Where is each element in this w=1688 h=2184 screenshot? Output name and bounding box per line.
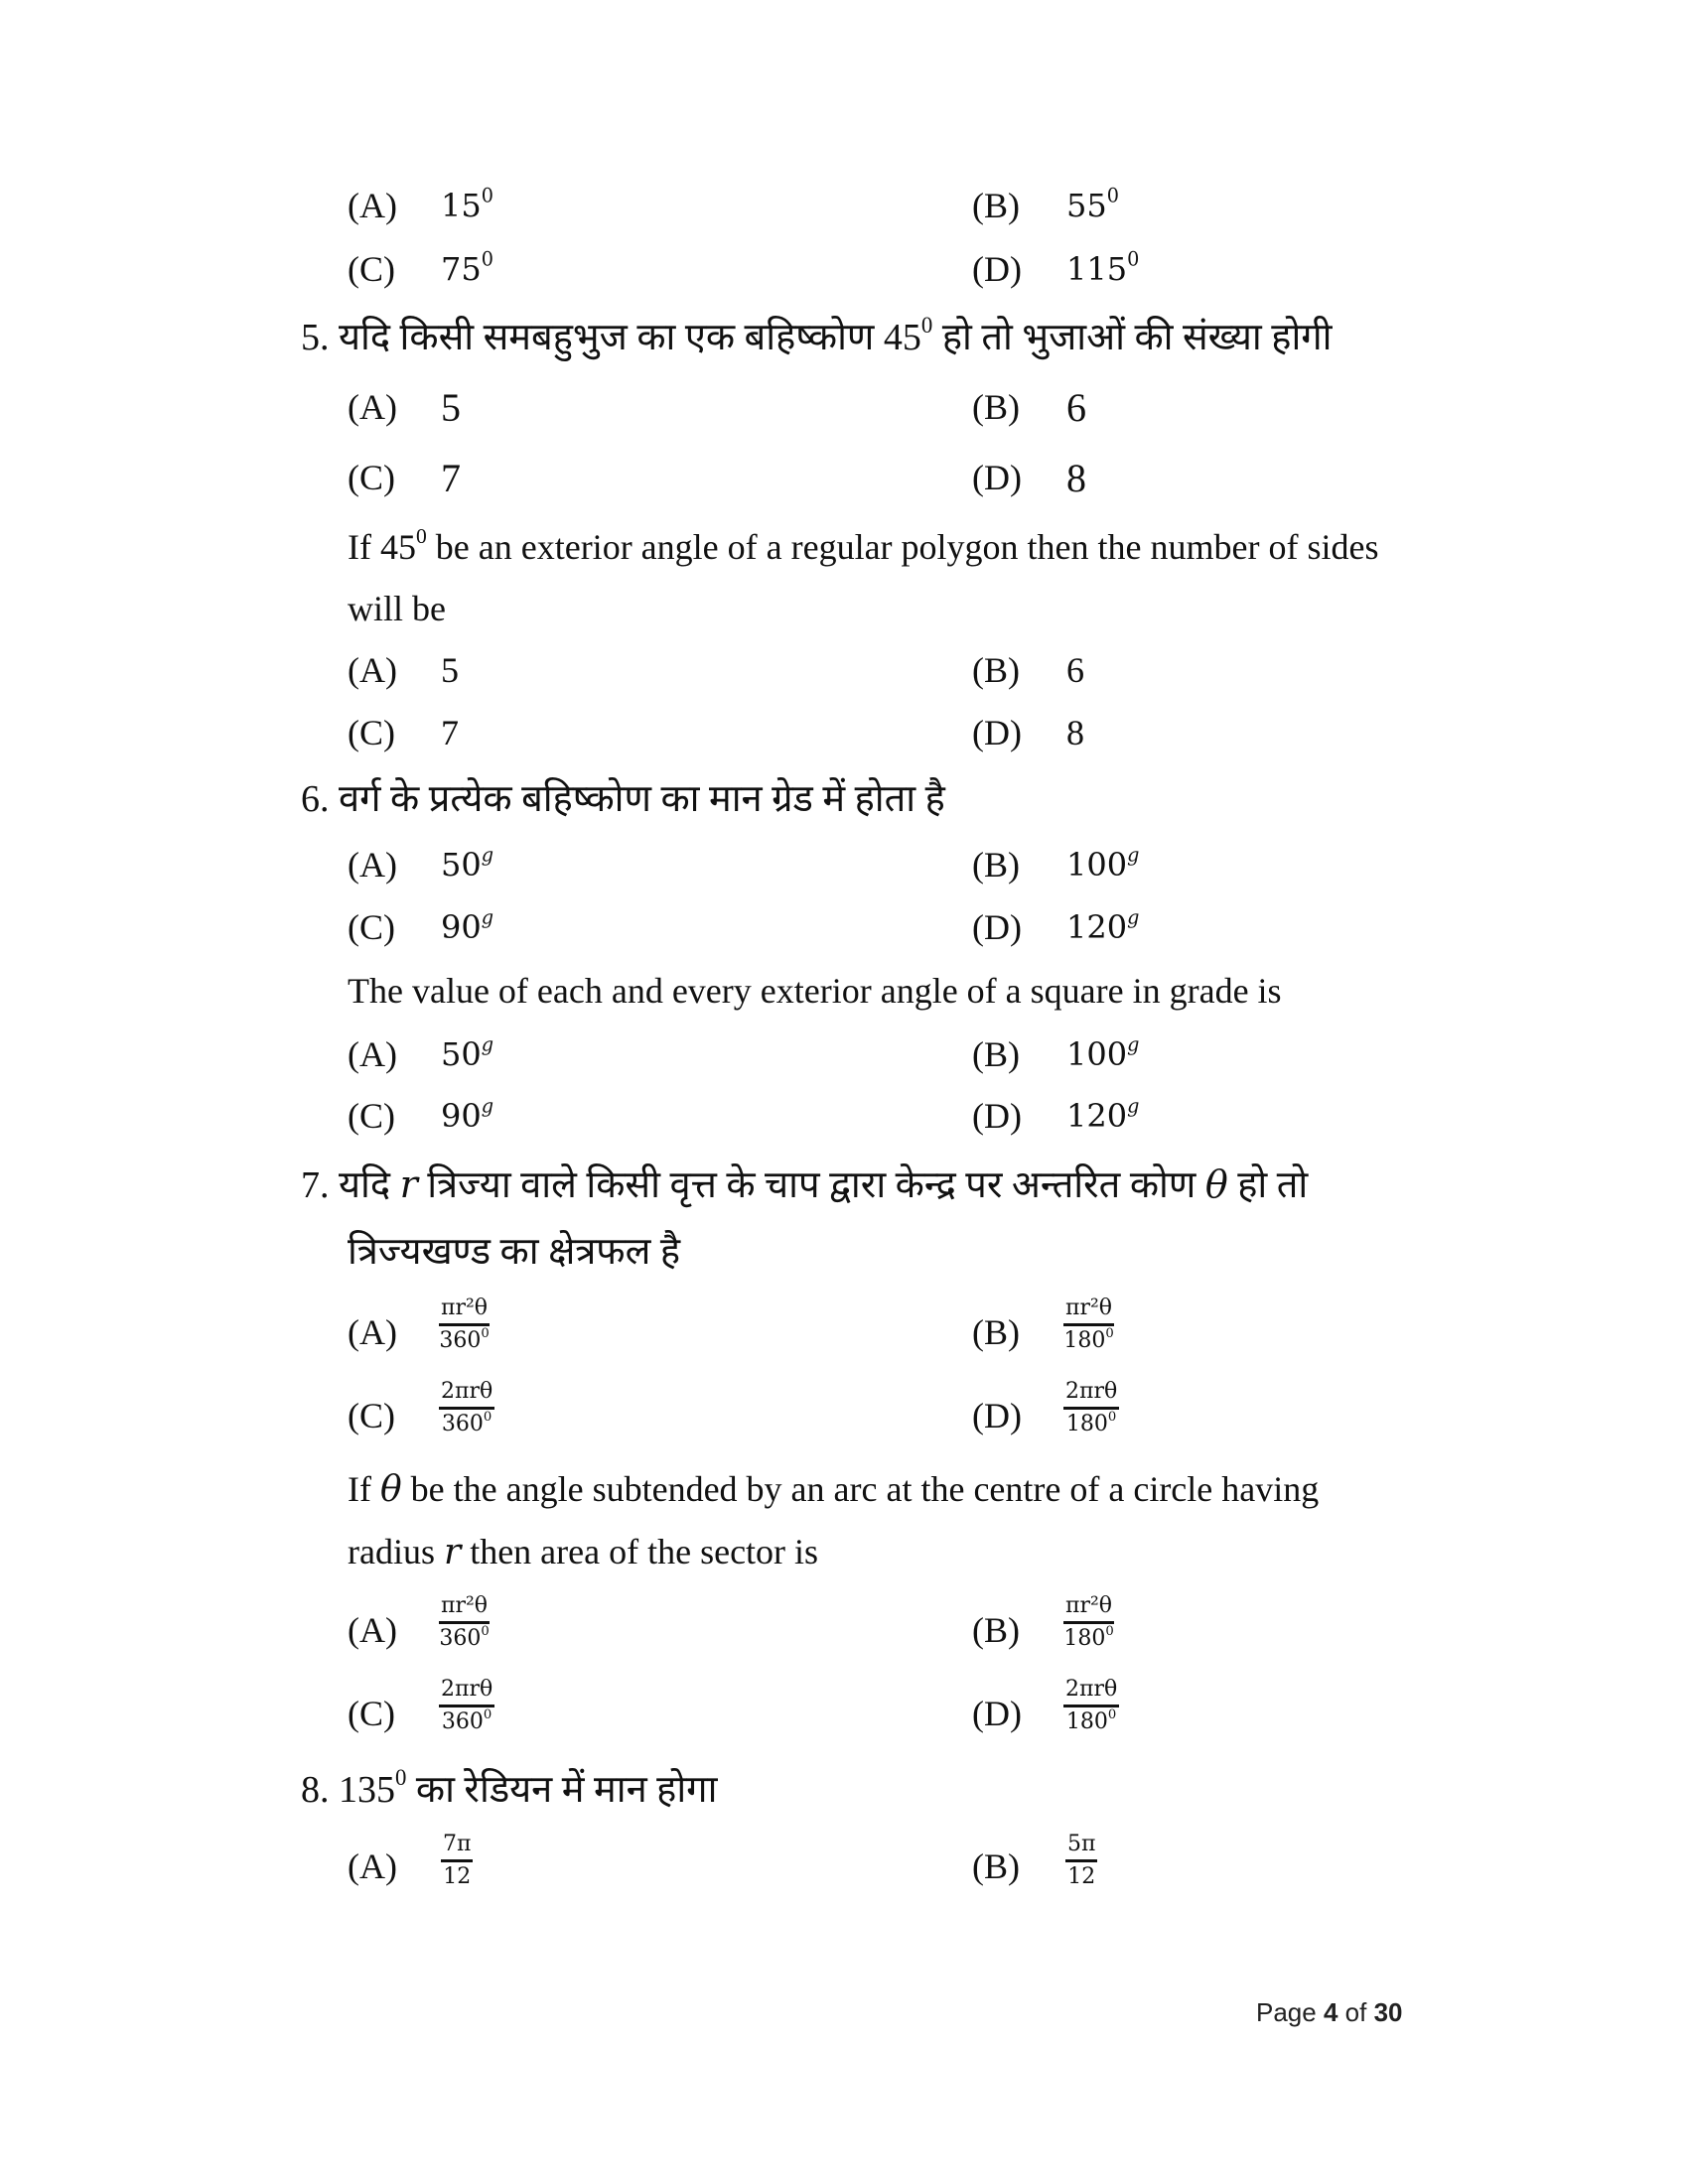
denominator [1066, 1412, 1116, 1437]
q4-option-a-value [441, 184, 493, 224]
q5-hi-option-c-label: (C) [348, 458, 395, 497]
denominator [442, 1709, 492, 1735]
degree-sup: 0 [481, 1624, 490, 1640]
numerator: πr²θ [441, 1593, 489, 1618]
q8-option-a-label: (A) [348, 1846, 397, 1886]
numerator: 2πrθ [1065, 1379, 1118, 1404]
grade-sup: g [481, 843, 494, 867]
question-number: 8. [301, 1769, 330, 1811]
q8-option-b-label: (B) [972, 1846, 1020, 1886]
q6-en-option-a-value [441, 1032, 494, 1073]
q5-english-question-line1 [348, 523, 1379, 568]
q6-hindi-question [301, 777, 945, 821]
numerator: πr²θ [1065, 1296, 1113, 1320]
degree-sup: 0 [415, 523, 427, 548]
q4-option-d-value [1066, 247, 1140, 288]
grade-sup: g [1127, 843, 1140, 867]
value-text: 75 [441, 250, 482, 288]
degree-sup: 0 [483, 1707, 492, 1723]
question-text: हो तो [1227, 1164, 1309, 1206]
question-number: 5. [301, 317, 330, 358]
denominator [439, 1328, 489, 1354]
grade-sup: g [481, 905, 494, 929]
q6-hi-option-b-label: (B) [972, 845, 1020, 885]
denominator [1066, 1709, 1116, 1735]
variable-r: r [399, 1162, 418, 1206]
degree-sup: 0 [920, 312, 933, 338]
degree-sup: 0 [1106, 184, 1119, 207]
denominator [1063, 1328, 1113, 1354]
q5-hi-option-c-value: 7 [441, 456, 461, 500]
question-text: then area of the sector is [461, 1532, 819, 1571]
q7-hi-option-a-label: (A) [348, 1312, 397, 1352]
question-text: यदि किसी समबहुभुज का एक बहिष्कोण 45 [339, 317, 921, 358]
fraction-bar [441, 1859, 473, 1862]
q7-en-option-b-fraction [1063, 1593, 1114, 1652]
q7-en-option-a-label: (A) [348, 1610, 397, 1650]
grade-sup: g [1127, 905, 1140, 929]
q5-hi-option-a-label: (A) [348, 387, 397, 427]
q6-en-option-d-label: (D) [972, 1096, 1022, 1136]
value-text: 50 [441, 1035, 482, 1073]
question-text: 135 [339, 1769, 395, 1811]
of-word: of [1337, 1997, 1374, 2027]
q5-english-question-line2: will be [348, 589, 446, 628]
q5-hi-option-b-value: 6 [1066, 385, 1086, 430]
variable-r: r [443, 1532, 462, 1572]
degree-sup: 0 [1107, 1410, 1117, 1426]
numerator: 2πrθ [1065, 1677, 1118, 1702]
numerator: πr²θ [441, 1296, 489, 1320]
question-number: 6. [301, 778, 330, 820]
current-page: 4 [1323, 1997, 1338, 2027]
degree-sup: 0 [481, 1326, 490, 1342]
numerator: πr²θ [1065, 1593, 1113, 1618]
q8-option-b-fraction [1065, 1832, 1097, 1890]
q4-option-b-label: (B) [972, 186, 1020, 225]
degree-sup: 0 [1127, 247, 1140, 271]
q7-english-question-line1 [348, 1468, 1319, 1510]
q7-english-question-line2 [348, 1531, 818, 1572]
q6-en-option-c-label: (C) [348, 1096, 395, 1136]
page-number-footer [1256, 1997, 1402, 2028]
degree-sup: 0 [395, 1764, 407, 1790]
den-text: 360 [441, 1412, 484, 1436]
denominator [442, 1412, 492, 1437]
degree-sup: 0 [481, 247, 493, 271]
degree-sup: 0 [1105, 1326, 1114, 1342]
q5-hi-option-b-label: (B) [972, 387, 1020, 427]
q7-hindi-question-line2: त्रिज्यखण्ड का क्षेत्रफल है [348, 1231, 681, 1273]
q6-en-option-b-value [1066, 1032, 1140, 1073]
q6-hi-option-a-value [441, 843, 494, 884]
den-text: 360 [439, 1328, 482, 1353]
q6-hi-option-c-value [441, 905, 494, 946]
q5-en-option-d-label: (D) [972, 713, 1022, 752]
degree-sup: 0 [483, 1410, 492, 1426]
den-text: 360 [439, 1626, 482, 1651]
variable-theta: θ [379, 1469, 402, 1510]
question-text: If [348, 1469, 380, 1509]
den-text: 180 [1063, 1626, 1106, 1651]
q4-option-b-value [1066, 184, 1119, 224]
grade-sup: g [1127, 1032, 1140, 1056]
q5-hi-option-d-value: 8 [1066, 456, 1086, 500]
value-text: 120 [1066, 1097, 1128, 1135]
q5-hi-option-a-value: 5 [441, 385, 461, 430]
q7-hi-option-b-fraction [1063, 1296, 1114, 1354]
question-text: त्रिज्या वाले किसी वृत्त के चाप द्वारा केन्द्र पर अन्तरित कोण [417, 1164, 1205, 1206]
variable-theta: θ [1204, 1162, 1228, 1206]
q7-en-option-d-label: (D) [972, 1694, 1022, 1733]
q5-hindi-question [301, 312, 1333, 359]
q4-option-c-label: (C) [348, 249, 395, 289]
value-text: 100 [1066, 846, 1128, 884]
value-text: 50 [441, 846, 482, 884]
q6-en-option-b-label: (B) [972, 1034, 1020, 1074]
denominator: 12 [1067, 1864, 1096, 1889]
numerator: 5π [1067, 1832, 1096, 1856]
value-text: 115 [1066, 250, 1128, 288]
q6-hi-option-c-label: (C) [348, 907, 395, 947]
q5-en-option-d-value: 8 [1066, 713, 1084, 752]
q6-hi-option-d-value [1066, 905, 1140, 946]
question-text: हो तो भुजाओं की संख्या होगी [932, 317, 1333, 358]
q5-en-option-b-label: (B) [972, 650, 1020, 690]
q6-hi-option-a-label: (A) [348, 845, 397, 885]
den-text: 360 [441, 1709, 484, 1734]
value-text: 15 [441, 187, 482, 224]
q7-en-option-a-fraction [439, 1593, 490, 1652]
question-text: का रेडियन में मान होगा [406, 1769, 718, 1811]
q5-en-option-b-value: 6 [1066, 650, 1084, 690]
q5-hi-option-d-label: (D) [972, 458, 1022, 497]
q7-hi-option-d-fraction [1063, 1379, 1119, 1437]
question-text: be the angle subtended by an arc at the centre of a circle having [401, 1469, 1320, 1509]
value-text: 100 [1066, 1035, 1128, 1073]
question-text: यदि [339, 1164, 400, 1206]
q8-option-a-fraction [441, 1832, 473, 1890]
q7-hi-option-a-fraction [439, 1296, 490, 1354]
q4-option-a-label: (A) [348, 186, 397, 225]
q4-option-c-value [441, 247, 493, 288]
value-text: 55 [1066, 187, 1107, 224]
den-text: 180 [1063, 1328, 1106, 1353]
question-text: radius [348, 1532, 444, 1571]
denominator [439, 1626, 489, 1652]
degree-sup: 0 [1105, 1624, 1114, 1640]
total-pages: 30 [1373, 1997, 1403, 2027]
numerator: 2πrθ [441, 1677, 493, 1702]
q6-en-option-c-value [441, 1094, 494, 1135]
q5-en-option-c-value: 7 [441, 713, 459, 752]
q5-en-option-c-label: (C) [348, 713, 395, 752]
grade-sup: g [1127, 1094, 1140, 1118]
numerator: 7π [443, 1832, 472, 1856]
q7-hi-option-b-label: (B) [972, 1312, 1020, 1352]
q6-hi-option-d-label: (D) [972, 907, 1022, 947]
degree-sup: 0 [481, 184, 493, 207]
q4-option-d-label: (D) [972, 249, 1022, 289]
value-text: 90 [441, 908, 482, 946]
value-text: 90 [441, 1097, 482, 1135]
q7-en-option-d-fraction [1063, 1677, 1119, 1735]
q5-en-option-a-value: 5 [441, 650, 459, 690]
q6-en-option-a-label: (A) [348, 1034, 397, 1074]
q8-hindi-question [301, 1764, 718, 1812]
den-text: 180 [1065, 1709, 1108, 1734]
denominator [1063, 1626, 1113, 1652]
q7-hi-option-d-label: (D) [972, 1396, 1022, 1435]
q7-hi-option-c-label: (C) [348, 1396, 395, 1435]
q7-en-option-c-label: (C) [348, 1694, 395, 1733]
question-number: 7. [301, 1164, 330, 1206]
den-text: 180 [1065, 1412, 1108, 1436]
q6-en-option-d-value [1066, 1094, 1140, 1135]
grade-sup: g [481, 1094, 494, 1118]
q6-english-question: The value of each and every exterior angle of a square in grade is [348, 971, 1282, 1011]
q7-hi-option-c-fraction [439, 1379, 494, 1437]
question-text: If 45 [348, 527, 416, 567]
page-word: Page [1256, 1997, 1324, 2027]
q7-en-option-c-fraction [439, 1677, 494, 1735]
value-text: 120 [1066, 908, 1128, 946]
question-text: वर्ग के प्रत्येक बहिष्कोण का मान ग्रेड में होता है [339, 778, 945, 820]
q7-hindi-question-line1 [301, 1162, 1308, 1207]
q6-hi-option-b-value [1066, 843, 1140, 884]
q5-en-option-a-label: (A) [348, 650, 397, 690]
question-text: be an exterior angle of a regular polygon then the number of sides [426, 527, 1379, 567]
q7-en-option-b-label: (B) [972, 1610, 1020, 1650]
degree-sup: 0 [1107, 1707, 1117, 1723]
fraction-bar [1065, 1859, 1097, 1862]
denominator: 12 [443, 1864, 472, 1889]
numerator: 2πrθ [441, 1379, 493, 1404]
grade-sup: g [481, 1032, 494, 1056]
